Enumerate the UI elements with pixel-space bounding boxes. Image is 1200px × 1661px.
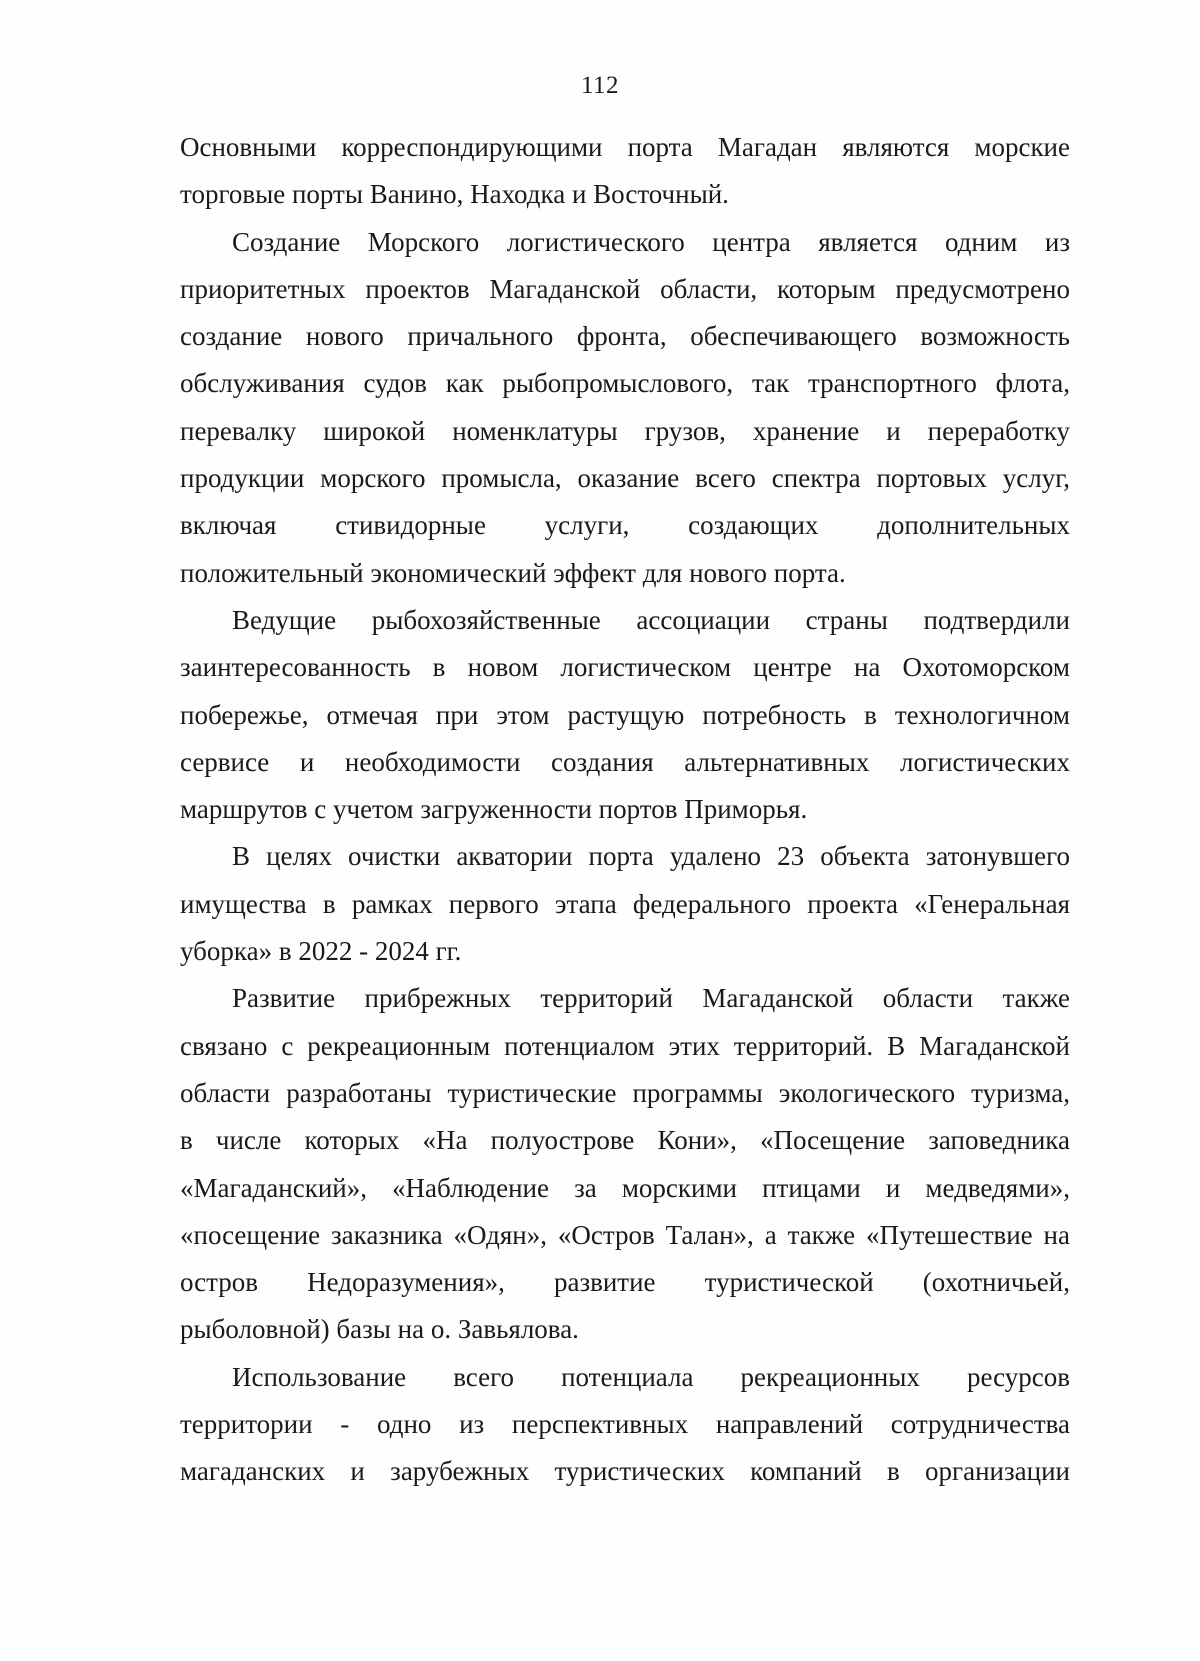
text-line: создание нового причального фронта, обеспечивающего возможность	[180, 321, 1070, 352]
text-line: Основными корреспондирующими порта Магадан являются морские	[180, 132, 1070, 162]
text-line: заинтересованность в новом логистическом центре на Охотоморском	[180, 652, 1070, 683]
text-line: положительный экономический эффект для нового порта.	[180, 557, 846, 588]
text-line: Ведущие рыбохозяйственные ассоциации страны подтвердили	[232, 604, 1070, 635]
paragraph-3	[180, 597, 1070, 833]
text-line: торговые порты Ванино, Находка и Восточный.	[180, 179, 729, 210]
text-line: имущества в рамках первого этапа федерального проекта «Генеральная	[180, 888, 1070, 919]
text-line: В целях очистки акватории порта удалено 23 объекта затонувшего	[232, 841, 1070, 872]
paragraph-1	[180, 124, 1070, 219]
page-number: 112	[580, 72, 620, 99]
text-line: включая стивидорные услуги, создающих дополнительных	[180, 510, 1070, 541]
text-line: магаданских и зарубежных туристических компаний в организации	[180, 1456, 1070, 1487]
text-line: связано с рекреационным потенциалом этих территорий. В Магаданской	[180, 1030, 1070, 1061]
text-line: продукции морского промысла, оказание всего спектра портовых услуг,	[180, 463, 1070, 494]
body-text	[180, 124, 1070, 1496]
text-line: в числе которых «На полуострове Кони», «Посещение заповедника	[180, 1125, 1070, 1156]
text-line: Создание Морского логистического центра является одним из	[232, 226, 1070, 257]
text-line: уборка» в 2022 - 2024 гг.	[180, 936, 462, 967]
text-line: сервисе и необходимости создания альтернативных логистических	[180, 746, 1070, 777]
text-line: обслуживания судов как рыбопромыслового, так транспортного флота,	[180, 368, 1070, 399]
text-line: перевалку широкой номенклатуры грузов, хранение и переработку	[180, 415, 1070, 446]
text-line: остров Недоразумения», развитие туристической (охотничьей,	[180, 1267, 1070, 1298]
text-line: области разработаны туристические программы экологического туризма,	[180, 1077, 1070, 1108]
text-line: рыболовной) базы на о. Завьялова.	[180, 1314, 579, 1345]
text-line: Использование всего потенциала рекреационных ресурсов	[232, 1361, 1070, 1392]
paragraph-5	[180, 975, 1070, 1353]
text-line: «посещение заказника «Одян», «Остров Талан», а также «Путешествие на	[180, 1219, 1070, 1250]
text-line: приоритетных проектов Магаданской области, которым предусмотрено	[180, 273, 1070, 304]
text-line: маршрутов с учетом загруженности портов Приморья.	[180, 794, 808, 825]
paragraph-2	[180, 219, 1070, 597]
text-line: «Магаданский», «Наблюдение за морскими птицами и медведями»,	[180, 1172, 1070, 1203]
paragraph-6	[180, 1354, 1070, 1496]
paragraph-4	[180, 833, 1070, 975]
text-line: территории - одно из перспективных направлений сотрудничества	[180, 1409, 1070, 1440]
text-line: побережье, отмечая при этом растущую потребность в технологичном	[180, 699, 1070, 730]
text-line: Развитие прибрежных территорий Магаданской области также	[232, 983, 1070, 1014]
